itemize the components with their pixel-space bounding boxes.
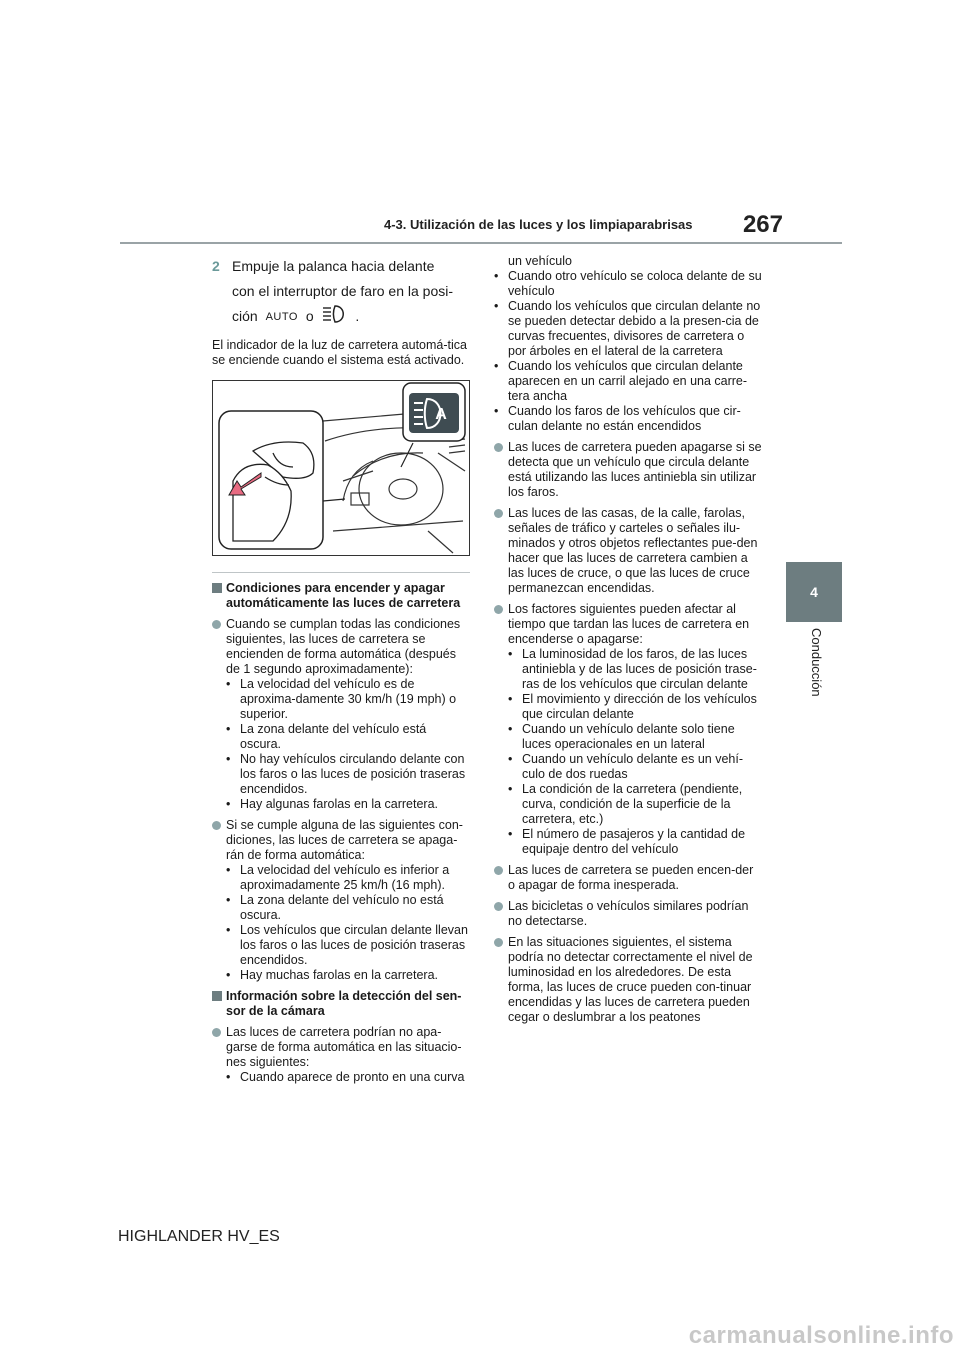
sub-item: • No hay vehículos circulando delante con los faros o las luces de posición traseras encendidos.	[226, 751, 466, 796]
circle-bullet-icon	[494, 605, 503, 614]
chapter-label: Conducción	[809, 628, 824, 697]
list-item	[212, 617, 470, 812]
right-column	[494, 254, 762, 1031]
header-divider	[120, 242, 842, 244]
step-text-prefix: ción	[232, 308, 258, 324]
item-text: En las situaciones siguientes, el sistema podría no detectar correctamente el nivel de luminosidad en los alrededores. De esta forma, las luces de cruce pueden con-tinuar encendidas y las luces de carretera pueden cegar o deslumbrar a los peatones	[508, 935, 753, 1024]
camera-heading-text: Información sobre la detección del sen-sor de la cámara	[226, 988, 462, 1018]
sub-item: • Cuando los vehículos que circulan delante no se pueden detectar debido a la presen-cia de curvas frecuentes, divisores de carretera o por árboles en el lateral de la carretera	[494, 299, 761, 358]
circle-bullet-icon	[494, 902, 503, 911]
watermark: carmanualsonline.info	[688, 1322, 954, 1349]
item-text: Las luces de las casas, de la calle, farolas, señales de tráfico y carteles o señales ilu-minados y otros objetos reflectantes pue-den hacer que las luces de carretera cambien a las luces de cruce, o que las luces de cruce permanezcan encendidas.	[508, 506, 758, 595]
circle-bullet-icon	[494, 938, 503, 947]
list-item	[494, 863, 762, 893]
square-bullet-icon	[212, 583, 222, 593]
sub-item: • La zona delante del vehículo está oscura.	[226, 721, 427, 751]
list-item	[212, 818, 470, 983]
sub-item: • El movimiento y dirección de los vehículos que circulan delante	[508, 692, 757, 721]
list-item	[494, 506, 762, 596]
item-text: Las luces de carretera podrían no apa-garse de forma automática en las situacio-nes siguientes:	[226, 1024, 462, 1069]
circle-bullet-icon	[494, 866, 503, 875]
item-text: Las luces de carretera pueden apagarse si se detecta que un vehículo que circula delante está utilizando las luces antiniebla sin utilizar los faros.	[508, 440, 762, 499]
list-item	[494, 899, 762, 929]
sub-item: • Cuando otro vehículo se coloca delante de su vehículo	[494, 269, 762, 298]
step-text-line1: Empuje la palanca hacia delante	[232, 258, 435, 274]
sub-item: • Cuando un vehículo delante solo tiene luces operacionales en un lateral	[508, 722, 735, 751]
headlight-icon	[322, 305, 348, 330]
indicator-note: El indicador de la luz de carretera automá-tica se enciende cuando el sistema está activado.	[212, 337, 467, 367]
square-bullet-icon	[212, 991, 222, 1001]
sub-item: • La zona delante del vehículo no está oscura.	[226, 892, 444, 922]
circle-bullet-icon	[212, 1028, 221, 1037]
sub-item: • Cuando los vehículos que circulan delante aparecen en un carril alejado en una carre-tera ancha	[494, 359, 748, 403]
step-text-line3	[232, 304, 470, 330]
section-title: 4-3. Utilización de las luces y los limpiaparabrisas	[384, 217, 693, 232]
sub-item: • La velocidad del vehículo es de aproxima-damente 30 km/h (19 mph) o superior.	[226, 676, 457, 721]
model-name: HIGHLANDER HV_ES	[118, 1228, 280, 1245]
step-text-line2: con el interruptor de faro en la posi-	[232, 283, 454, 299]
circle-bullet-icon	[494, 509, 503, 518]
sub-item: • La luminosidad de los faros, de las luces antiniebla y de las luces de posición trase-ras de los vehículos que circulan delante	[508, 647, 757, 691]
step-connector: o	[305, 308, 314, 324]
section-divider	[212, 572, 470, 573]
item-text: Los factores siguientes pueden afectar al tiempo que tardan las luces de carretera en encenderse o apagarse:	[508, 602, 750, 646]
list-item	[494, 440, 762, 500]
list-item	[494, 935, 762, 1025]
auto-position-icon: AUTO	[265, 311, 298, 324]
item-text: Cuando se cumplan todas las condiciones siguientes, las luces de carretera se encienden de forma automática (después de 1 segundo aproximadamente):	[226, 616, 461, 676]
left-column	[212, 254, 470, 1091]
sub-item: • Hay muchas farolas en la carretera.	[226, 967, 439, 982]
continued-text: un vehículo	[508, 254, 572, 268]
sub-item: • Cuando un vehículo delante es un vehí-culo de dos ruedas	[508, 752, 743, 781]
item-text: Las luces de carretera se pueden encen-der o apagar de forma inesperada.	[508, 863, 754, 892]
sub-item: • Hay algunas farolas en la carretera.	[226, 796, 439, 811]
sub-item: • La velocidad del vehículo es inferior a aproximadamente 25 km/h (16 mph).	[226, 862, 450, 892]
circle-bullet-icon	[212, 821, 221, 830]
chapter-tab	[786, 562, 842, 622]
auto-indicator-letter: A	[435, 405, 447, 423]
sub-item: • La condición de la carretera (pendiente, curva, condición de la superficie de la carretera, etc.)	[508, 782, 743, 826]
item-text: Si se cumple alguna de las siguientes con-diciones, las luces de carretera se apaga-rán de forma automática:	[226, 817, 463, 862]
sub-item: • Los vehículos que circulan delante llevan los faros o las luces de posición traseras encendidos.	[226, 922, 468, 967]
step-2	[212, 254, 470, 330]
sub-item: • El número de pasajeros y la cantidad de equipaje dentro del vehículo	[508, 827, 746, 856]
circle-bullet-icon	[212, 620, 221, 629]
page-number: 267	[742, 211, 783, 238]
sub-item: • Cuando los faros de los vehículos que cir-culan delante no están encendidos	[494, 404, 741, 433]
camera-heading	[212, 989, 470, 1019]
list-item	[494, 602, 762, 857]
lever-illustration	[212, 380, 470, 556]
chapter-number: 4	[810, 584, 818, 600]
conditions-heading-text: Condiciones para encender y apagar automáticamente las luces de carretera	[226, 580, 461, 610]
conditions-heading	[212, 581, 470, 611]
step-text-suffix: .	[355, 308, 360, 324]
item-text: Las bicicletas o vehículos similares podrían no detectarse.	[508, 899, 749, 928]
list-item	[212, 1025, 470, 1085]
sub-item: • Cuando aparece de pronto en una curva	[226, 1069, 465, 1084]
circle-bullet-icon	[494, 443, 503, 452]
step-number: 2	[212, 258, 220, 274]
